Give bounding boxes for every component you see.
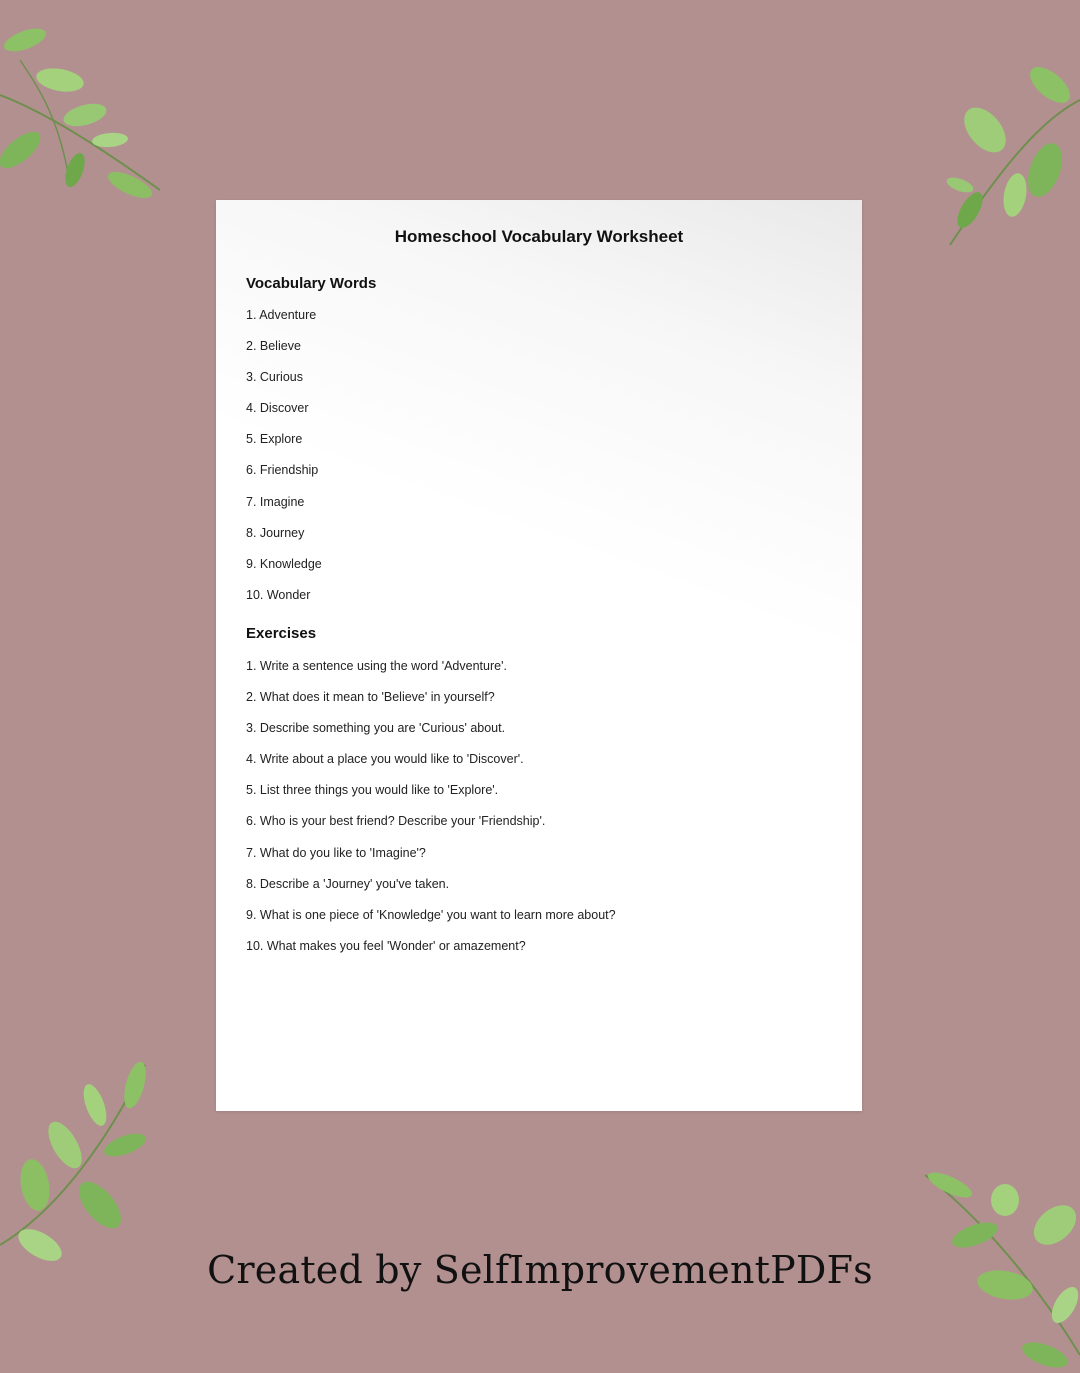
exercise-item: 5. List three things you would like to 'Explore'. [246,783,499,798]
exercise-item: 8. Describe a 'Journey' you've taken. [246,876,450,891]
vocabulary-item: 2. Believe [246,339,301,354]
leaf-sprig-icon [0,0,170,210]
worksheet-title: Homeschool Vocabulary Worksheet [394,227,684,246]
exercises-list [246,658,616,969]
exercise-item: 9. What is one piece of 'Knowledge' you want to learn more about? [246,907,616,922]
vocabulary-item: 4. Discover [246,401,309,416]
vocabulary-item: 1. Adventure [246,308,317,322]
vocabulary-item: 3. Curious [246,370,303,385]
exercises-heading: Exercises [246,625,317,642]
exercise-item: 4. Write about a place you would like to 'Discover'. [246,752,524,767]
exercise-item: 10. What makes you feel 'Wonder' or amazement? [246,938,526,953]
exercise-item: 2. What does it mean to 'Believe' in yourself? [246,690,495,705]
vocabulary-item: 9. Knowledge [246,556,322,571]
vocabulary-item: 10. Wonder [246,587,311,602]
creator-credit: Created by SelfImprovementPDFs [207,1248,873,1292]
vocabulary-list [246,307,322,618]
exercise-item: 7. What do you like to 'Imagine'? [246,845,426,860]
worksheet-page [216,200,862,1111]
exercise-item: 6. Who is your best friend? Describe your 'Friendship'. [246,814,546,829]
leaf-sprig-icon [930,60,1080,260]
exercise-item: 3. Describe something you are 'Curious' about. [246,721,506,736]
vocabulary-item: 7. Imagine [246,494,305,509]
vocabulary-item: 8. Journey [246,525,305,540]
exercise-item: 1. Write a sentence using the word 'Adventure'. [246,659,507,673]
vocabulary-item: 5. Explore [246,432,303,447]
vocabulary-item: 6. Friendship [246,463,319,478]
vocabulary-heading: Vocabulary Words [246,275,377,292]
